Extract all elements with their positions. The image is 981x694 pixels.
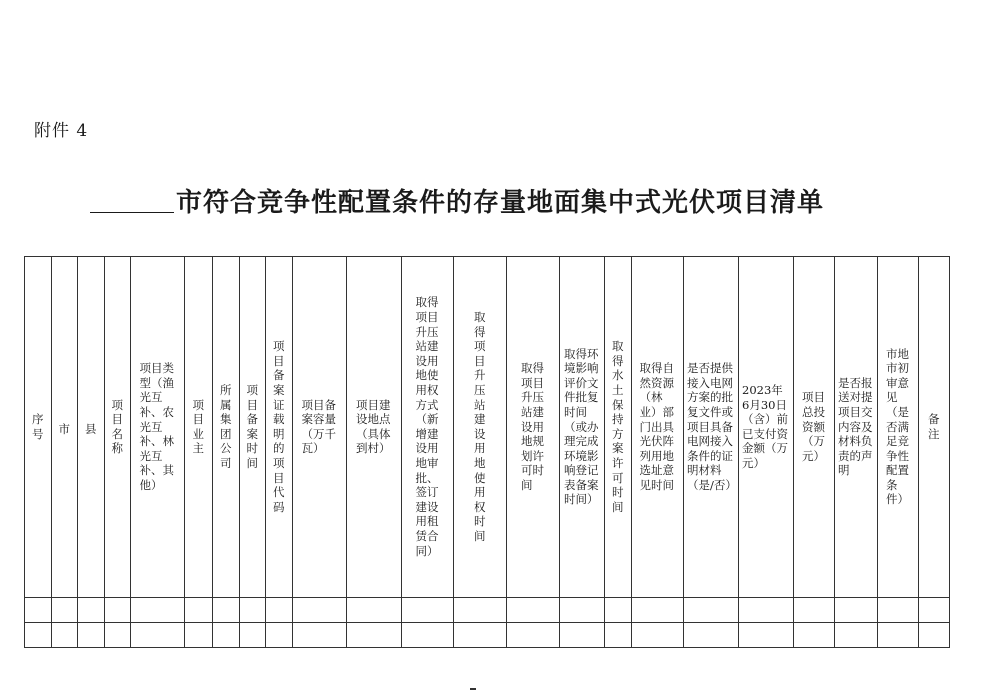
table-cell bbox=[632, 598, 684, 623]
column-header-label: 取得项目升压站建设用地使用权时间 bbox=[474, 310, 486, 543]
column-header-3 bbox=[78, 257, 105, 598]
table-cell bbox=[78, 623, 105, 648]
table-cell bbox=[240, 623, 266, 648]
table-cell bbox=[293, 623, 347, 648]
column-header-18 bbox=[684, 257, 739, 598]
table-cell bbox=[794, 598, 835, 623]
column-header-label: 备注 bbox=[928, 412, 940, 441]
table-cell bbox=[347, 598, 402, 623]
table-cell bbox=[878, 623, 919, 648]
table-cell bbox=[213, 623, 240, 648]
table-header-row bbox=[25, 257, 950, 598]
table-cell bbox=[878, 598, 919, 623]
title-text: 市符合竞争性配置条件的存量地面集中式光伏项目清单 bbox=[176, 188, 825, 218]
table-cell bbox=[919, 623, 950, 648]
table-cell bbox=[684, 623, 739, 648]
column-header-label: 项目建设地点（具体到村） bbox=[356, 397, 391, 456]
table-cell bbox=[507, 598, 560, 623]
table-cell bbox=[454, 623, 507, 648]
table-row bbox=[25, 623, 950, 648]
column-header-label: 项目备案时间 bbox=[246, 383, 258, 470]
column-header-label: 项目名称 bbox=[111, 397, 123, 456]
page-number-mark bbox=[470, 688, 476, 690]
column-header-11 bbox=[347, 257, 402, 598]
column-header-17 bbox=[632, 257, 684, 598]
table-cell bbox=[105, 623, 131, 648]
project-list-table bbox=[24, 256, 950, 648]
table-cell bbox=[131, 598, 185, 623]
attachment-label: 附件 4 bbox=[34, 121, 89, 141]
table-cell bbox=[794, 623, 835, 648]
column-header-label: 是否提供接入电网方案的批复文件或项目具备电网接入条件的证明材料（是/否） bbox=[687, 361, 737, 492]
table-cell bbox=[213, 598, 240, 623]
table-cell bbox=[632, 623, 684, 648]
table-cell bbox=[293, 598, 347, 623]
column-header-label: 序号 bbox=[32, 412, 44, 441]
column-header-label: 取得自然资源（林业）部门出具光伏阵列用地选址意见时间 bbox=[639, 361, 674, 492]
column-header-label: 市地市初审意见（是否满足竞争性配置条件） bbox=[886, 346, 909, 507]
table-cell bbox=[402, 598, 454, 623]
table-cell bbox=[78, 598, 105, 623]
column-header-label: 市 bbox=[58, 421, 70, 436]
column-header-2 bbox=[52, 257, 78, 598]
table-cell bbox=[919, 598, 950, 623]
city-name-blank bbox=[90, 190, 174, 213]
column-header-label: 所属集团公司 bbox=[220, 383, 232, 470]
table-cell bbox=[240, 598, 266, 623]
column-header-label: 是否报送对提项目交内容及材料负责的声明 bbox=[838, 375, 873, 478]
table-cell bbox=[560, 598, 605, 623]
column-header-10 bbox=[293, 257, 347, 598]
table-cell bbox=[347, 623, 402, 648]
column-header-label: 项目备案证载明的项目代码 bbox=[273, 339, 285, 514]
column-header-23 bbox=[919, 257, 950, 598]
table-cell bbox=[185, 623, 213, 648]
column-header-label: 项目备案容量（万千瓦） bbox=[301, 397, 336, 456]
column-header-label: 取得项目升压站建设用地使用权方式（新增建设用地审批、签订建设用租赁合同） bbox=[415, 295, 439, 558]
table-cell bbox=[266, 623, 293, 648]
column-header-9 bbox=[266, 257, 293, 598]
column-header-14 bbox=[507, 257, 560, 598]
column-header-19 bbox=[739, 257, 794, 598]
column-header-label: 2023年6月30日（含）前已支付资金额（万元） bbox=[742, 383, 788, 470]
column-header-label: 项目总投资额（万元） bbox=[802, 390, 825, 463]
column-header-5 bbox=[131, 257, 185, 598]
table-cell bbox=[739, 598, 794, 623]
column-header-label: 项目业主 bbox=[192, 397, 204, 456]
column-header-label: 取得水土保持方案许可时间 bbox=[612, 339, 624, 514]
table-cell bbox=[835, 623, 878, 648]
table-row bbox=[25, 598, 950, 623]
table-cell bbox=[52, 598, 78, 623]
table-cell bbox=[507, 623, 560, 648]
table-cell bbox=[605, 623, 632, 648]
column-header-label: 取得环境影响评价文件批复时间（或办理完成环境影响登记表备案时间） bbox=[564, 346, 599, 507]
column-header-20 bbox=[794, 257, 835, 598]
table-cell bbox=[25, 598, 52, 623]
column-header-7 bbox=[213, 257, 240, 598]
table-cell bbox=[560, 623, 605, 648]
table-cell bbox=[185, 598, 213, 623]
column-header-label: 项目类型（渔光互补、农光互补、林光互补、其他） bbox=[139, 361, 174, 492]
table-cell bbox=[739, 623, 794, 648]
column-header-6 bbox=[185, 257, 213, 598]
table-cell bbox=[454, 598, 507, 623]
table-cell bbox=[25, 623, 52, 648]
table-cell bbox=[266, 598, 293, 623]
document-title bbox=[90, 182, 824, 219]
column-header-15 bbox=[560, 257, 605, 598]
table-cell bbox=[835, 598, 878, 623]
column-header-12 bbox=[402, 257, 454, 598]
table-cell bbox=[402, 623, 454, 648]
column-header-1 bbox=[25, 257, 52, 598]
column-header-8 bbox=[240, 257, 266, 598]
table-cell bbox=[52, 623, 78, 648]
column-header-22 bbox=[878, 257, 919, 598]
column-header-label: 取得项目升压站建设用地规划许可时间 bbox=[521, 361, 544, 492]
column-header-13 bbox=[454, 257, 507, 598]
table-cell bbox=[684, 598, 739, 623]
column-header-21 bbox=[835, 257, 878, 598]
table-cell bbox=[605, 598, 632, 623]
column-header-16 bbox=[605, 257, 632, 598]
column-header-4 bbox=[105, 257, 131, 598]
table-cell bbox=[105, 598, 131, 623]
table-cell bbox=[131, 623, 185, 648]
column-header-label: 县 bbox=[85, 421, 97, 436]
